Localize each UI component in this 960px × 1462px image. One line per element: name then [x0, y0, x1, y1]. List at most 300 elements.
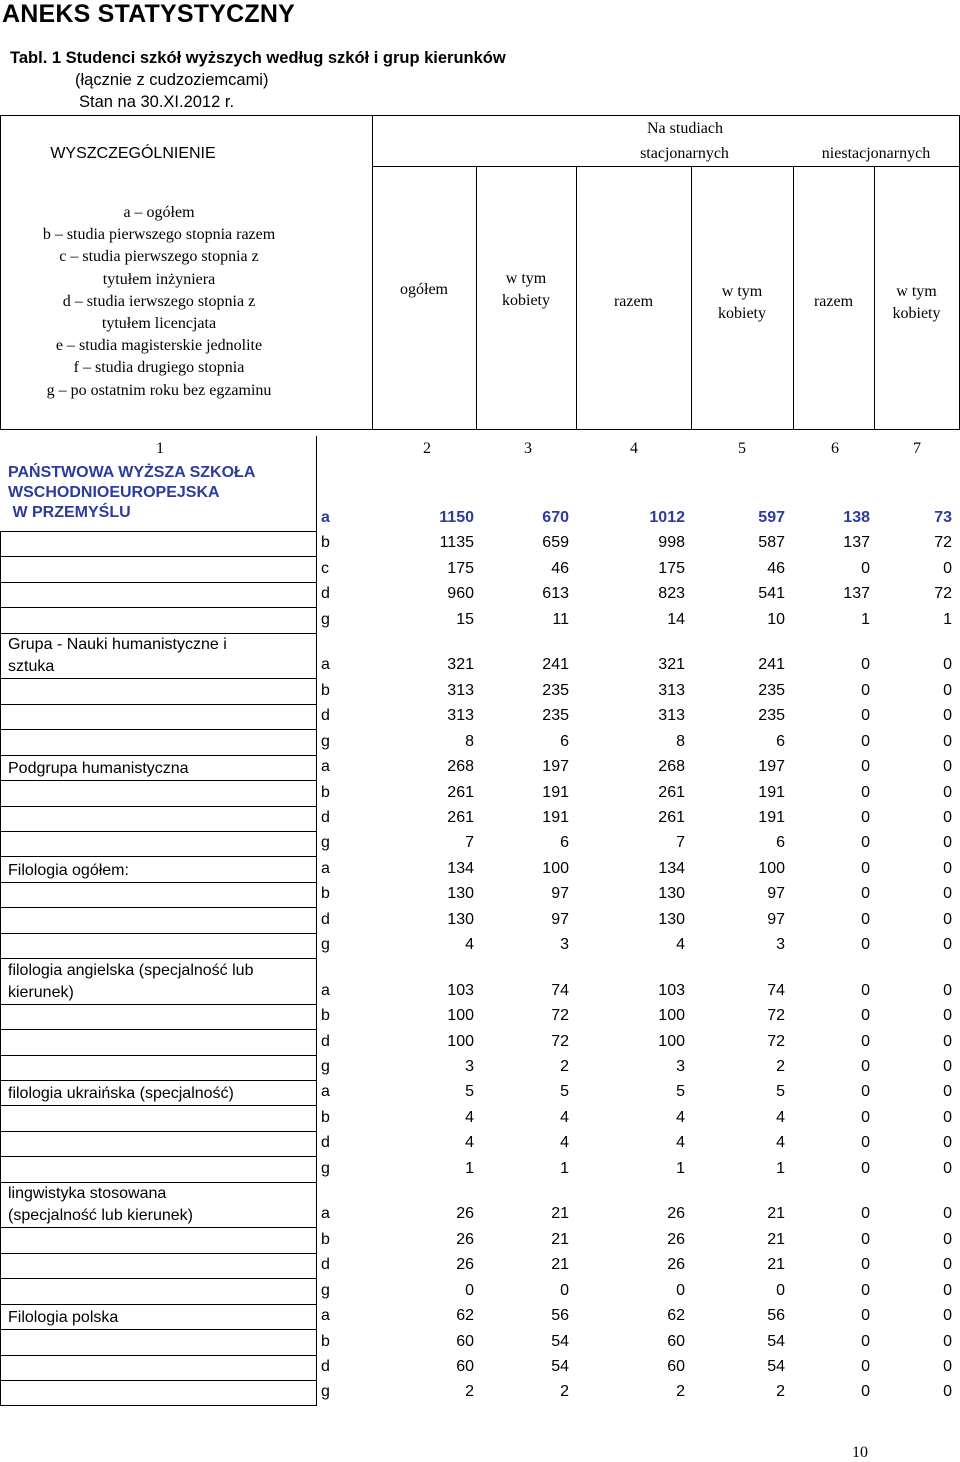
cell-value: 597: [758, 509, 785, 526]
cell-value: 4: [560, 1108, 569, 1126]
col-header-wtym-text: w tym: [896, 283, 937, 300]
cell-value: 0: [861, 885, 870, 903]
cell-value: 191: [542, 783, 569, 801]
cell-value: 313: [447, 707, 474, 725]
cell-value: 3: [465, 1058, 474, 1075]
cell-value: 3: [560, 936, 569, 954]
cell-value: 261: [447, 783, 474, 801]
cell-value: 261: [447, 808, 474, 826]
row-code: a: [321, 1307, 330, 1325]
row-code: d: [321, 1032, 330, 1050]
cell-value: 26: [667, 1256, 685, 1274]
cell-value: 0: [943, 1108, 952, 1126]
cell-value: 60: [667, 1357, 685, 1375]
cell-value: 268: [658, 758, 685, 776]
row-code: b: [321, 1007, 330, 1025]
cell-value: 2: [560, 1058, 569, 1075]
cell-value: 26: [456, 1256, 474, 1274]
cell-value: 97: [767, 910, 785, 928]
header-mid-border: [372, 166, 959, 167]
cell-value: 191: [758, 808, 785, 826]
row-code: b: [321, 1108, 330, 1126]
cell-value: 0: [676, 1281, 685, 1299]
cell-value: 261: [658, 808, 685, 826]
cell-value: 0: [943, 910, 952, 928]
row-separator: [0, 582, 317, 583]
col-number-5: 5: [738, 440, 746, 457]
cell-value: 0: [861, 1307, 870, 1325]
col-number-4: 4: [630, 440, 638, 457]
cell-value: 137: [843, 585, 870, 603]
cell-value: 100: [447, 1032, 474, 1050]
cell-value: 823: [658, 585, 685, 603]
cell-value: 72: [551, 1032, 569, 1050]
cell-value: 1012: [649, 509, 685, 526]
row-separator: [0, 1253, 317, 1254]
table-subtitle: (łącznie z cudzoziemcami): [75, 71, 269, 89]
cell-value: 14: [667, 610, 685, 628]
cell-value: 8: [465, 732, 474, 750]
cell-value: 0: [943, 859, 952, 877]
cell-value: 0: [943, 1307, 952, 1325]
cell-value: 72: [551, 1007, 569, 1025]
cell-value: 54: [767, 1357, 785, 1375]
legend-b: b – studia pierwszego stopnia razem: [42, 226, 276, 244]
cell-value: 1: [465, 1159, 474, 1177]
cell-value: 235: [542, 707, 569, 725]
row-label-line: filologia angielska (specjalność lub: [8, 961, 254, 979]
row-label-line: kierunek): [8, 983, 74, 1001]
row-code: b: [321, 534, 330, 552]
header-niestacjonarnych: niestacjonarnych: [821, 145, 931, 162]
legend-c-cont: tytułem inżyniera: [102, 270, 216, 288]
row-label-line: Filologia polska: [8, 1309, 119, 1327]
cell-value: 1: [776, 1159, 785, 1177]
row-separator: [0, 678, 317, 679]
cell-value: 587: [758, 534, 785, 552]
cell-value: 54: [767, 1332, 785, 1350]
row-separator: [0, 1080, 317, 1081]
col-header-kobiety-text: kobiety: [502, 292, 550, 309]
cell-value: 175: [658, 559, 685, 577]
row-code: d: [321, 1134, 330, 1152]
cell-value: 0: [943, 834, 952, 852]
col-number-6: 6: [831, 440, 839, 457]
cell-value: 0: [861, 808, 870, 826]
institution-name: [8, 463, 255, 523]
row-code: a: [321, 656, 330, 674]
cell-value: 0: [943, 981, 952, 999]
row-separator: [0, 907, 317, 908]
col-number-2: 2: [423, 440, 431, 457]
col-header-ogolem: ogółem: [400, 281, 448, 298]
row-code: d: [321, 1357, 330, 1375]
cell-value: 2: [776, 1383, 785, 1401]
cell-value: 4: [676, 1134, 685, 1152]
col-header-razem-niestac: razem: [813, 293, 854, 310]
cell-value: 0: [861, 910, 870, 928]
cell-value: 1135: [439, 534, 474, 552]
col-number-7: 7: [913, 440, 921, 457]
row-label-line: lingwistyka stosowana: [8, 1185, 167, 1203]
cell-value: 6: [560, 834, 569, 852]
row-code: c: [321, 559, 329, 577]
cell-value: 0: [943, 1205, 952, 1223]
row-code: a: [321, 859, 330, 877]
cell-value: 0: [861, 1083, 870, 1101]
cell-value: 21: [551, 1256, 569, 1274]
row-separator: [0, 806, 317, 807]
cell-value: 74: [767, 981, 785, 999]
cell-value: 0: [943, 936, 952, 954]
cell-value: 137: [843, 534, 870, 552]
cell-value: 0: [861, 1357, 870, 1375]
cell-value: 1: [861, 610, 870, 628]
row-label: [8, 960, 253, 1004]
cell-value: 5: [465, 1083, 474, 1101]
cell-value: 0: [861, 758, 870, 776]
legend-d: d – studia ierwszego stopnia z: [62, 292, 256, 310]
cell-value: 6: [776, 732, 785, 750]
cell-value: 97: [551, 885, 569, 903]
row-code: g: [321, 1159, 330, 1177]
cell-value: 4: [776, 1134, 785, 1152]
cell-value: 0: [861, 559, 870, 577]
cell-value: 130: [658, 885, 685, 903]
cell-value: 0: [861, 656, 870, 674]
cell-value: 241: [758, 656, 785, 674]
row-label-line: Filologia ogółem:: [8, 861, 129, 879]
row-code: g: [321, 1383, 330, 1401]
row-code: d: [321, 707, 330, 725]
header-stacjonarnych: stacjonarnych: [640, 145, 729, 162]
row-separator: [0, 1105, 317, 1106]
row-code: g: [321, 732, 330, 750]
row-code: g: [321, 936, 330, 954]
cell-value: 0: [861, 1205, 870, 1223]
cell-value: 0: [943, 808, 952, 826]
cell-value: 1: [560, 1159, 569, 1177]
row-label-line: sztuka: [8, 658, 55, 676]
row-label: [8, 758, 189, 780]
cell-value: 15: [456, 610, 474, 628]
cell-value: 960: [447, 585, 474, 603]
cell-value: 0: [943, 1357, 952, 1375]
cell-value: 0: [943, 656, 952, 674]
row-code: b: [321, 783, 330, 801]
cell-value: 0: [560, 1281, 569, 1299]
row-separator: [0, 882, 317, 883]
row-separator: [0, 704, 317, 705]
cell-value: 72: [767, 1032, 785, 1050]
cell-value: 613: [542, 585, 569, 603]
cell-value: 197: [758, 758, 785, 776]
cell-value: 2: [676, 1383, 685, 1401]
cell-value: 0: [465, 1281, 474, 1299]
cell-value: 134: [658, 859, 685, 877]
cell-value: 26: [456, 1205, 474, 1223]
row-code: g: [321, 834, 330, 852]
cell-value: 21: [551, 1230, 569, 1248]
cell-value: 73: [934, 509, 952, 526]
row-label-line: (specjalność lub kierunek): [8, 1207, 193, 1225]
cell-value: 5: [776, 1083, 785, 1101]
cell-value: 54: [551, 1357, 569, 1375]
row-separator: [0, 933, 317, 934]
cell-value: 0: [943, 559, 952, 577]
cell-value: 261: [658, 783, 685, 801]
row-separator: [0, 755, 317, 756]
cell-value: 4: [776, 1108, 785, 1126]
col-header-kobiety-text: kobiety: [892, 305, 941, 322]
cell-value: 313: [658, 681, 685, 699]
cell-value: 4: [676, 936, 685, 954]
cell-value: 56: [551, 1307, 569, 1325]
col-header-wtym-stac: [691, 281, 793, 325]
cell-value: 0: [861, 981, 870, 999]
body-left-border: [0, 531, 1, 1406]
row-label: [8, 1083, 234, 1105]
row-separator: [0, 1131, 317, 1132]
cell-value: 0: [943, 1134, 952, 1152]
row-code: d: [321, 1256, 330, 1274]
row-separator: [0, 1055, 317, 1056]
cell-value: 1: [943, 610, 952, 628]
cell-value: 134: [447, 859, 474, 877]
row-code: d: [321, 808, 330, 826]
cell-value: 0: [943, 1032, 952, 1050]
row-label: [8, 860, 129, 882]
cell-value: 191: [542, 808, 569, 826]
cell-value: 100: [758, 859, 785, 877]
cell-value: 5: [560, 1083, 569, 1101]
cell-value: 26: [456, 1230, 474, 1248]
cell-value: 3: [776, 936, 785, 954]
cell-value: 1: [676, 1159, 685, 1177]
col-header-wtym-text: w tym: [721, 283, 763, 300]
cell-value: 321: [658, 656, 685, 674]
body-bottom-border: [0, 1405, 317, 1406]
row-separator: [0, 1329, 317, 1330]
cell-value: 62: [667, 1307, 685, 1325]
row-code: d: [321, 585, 330, 603]
cell-value: 0: [861, 1281, 870, 1299]
cell-value: 4: [465, 1108, 474, 1126]
cell-value: 0: [861, 1007, 870, 1025]
row-code: a: [321, 758, 330, 776]
cell-value: 313: [447, 681, 474, 699]
table-title: Tabl. 1 Studenci szkół wyższych według szkół i grup kierunków: [10, 49, 506, 67]
cell-value: 21: [767, 1256, 785, 1274]
cell-value: 6: [560, 732, 569, 750]
row-separator: [0, 729, 317, 730]
cell-value: 21: [767, 1230, 785, 1248]
cell-value: 103: [658, 981, 685, 999]
cell-value: 0: [943, 732, 952, 750]
row-code: a: [321, 509, 330, 526]
cell-value: 97: [767, 885, 785, 903]
cell-value: 0: [861, 1332, 870, 1350]
row-code: d: [321, 910, 330, 928]
row-code: b: [321, 1230, 330, 1248]
cell-value: 8: [676, 732, 685, 750]
cell-value: 130: [447, 910, 474, 928]
legend-g: g – po ostatnim roku bez egzaminu: [46, 381, 272, 399]
cell-value: 268: [447, 758, 474, 776]
row-separator: [0, 531, 317, 532]
cell-value: 235: [542, 681, 569, 699]
legend-f: f – studia drugiego stopnia: [73, 359, 245, 377]
cell-value: 72: [934, 585, 952, 603]
cell-value: 2: [776, 1058, 785, 1075]
cell-value: 100: [542, 859, 569, 877]
cell-value: 6: [776, 834, 785, 852]
cell-value: 998: [658, 534, 685, 552]
cell-value: 197: [542, 758, 569, 776]
col-number-1: 1: [156, 440, 164, 457]
row-separator: [0, 1029, 317, 1030]
cell-value: 321: [447, 656, 474, 674]
cell-value: 54: [551, 1332, 569, 1350]
cell-value: 0: [943, 1332, 952, 1350]
col-header-wtym-niestac: [874, 281, 959, 325]
cell-value: 241: [542, 656, 569, 674]
cell-value: 0: [861, 1383, 870, 1401]
row-label-line: Podgrupa humanistyczna: [8, 760, 189, 778]
cell-value: 26: [667, 1205, 685, 1223]
row-label: [8, 1183, 193, 1227]
row-code: b: [321, 681, 330, 699]
cell-value: 0: [861, 1256, 870, 1274]
cell-value: 541: [758, 585, 785, 603]
cell-value: 235: [758, 681, 785, 699]
cell-value: 0: [861, 1134, 870, 1152]
cell-value: 670: [542, 509, 569, 526]
cell-value: 46: [767, 559, 785, 577]
institution-line: WSCHODNIOEUROPEJSKA: [8, 484, 220, 501]
row-code: a: [321, 981, 330, 999]
cell-value: 1150: [439, 509, 474, 526]
cell-value: 4: [676, 1108, 685, 1126]
cell-value: 0: [943, 681, 952, 699]
cell-value: 4: [465, 936, 474, 954]
cell-value: 0: [943, 783, 952, 801]
row-separator: [0, 1304, 317, 1305]
row-label-line: Grupa - Nauki humanistyczne i: [8, 636, 227, 654]
cell-value: 11: [552, 610, 569, 628]
col-number-3: 3: [524, 440, 532, 457]
cell-value: 191: [758, 783, 785, 801]
row-code: a: [321, 1205, 330, 1223]
cell-value: 10: [767, 610, 785, 628]
cell-value: 0: [861, 1032, 870, 1050]
cell-value: 62: [456, 1307, 474, 1325]
cell-value: 0: [943, 758, 952, 776]
col-header-wtym-text: w tym: [505, 270, 547, 287]
header-bottom-border: [0, 429, 959, 430]
cell-value: 72: [767, 1007, 785, 1025]
row-code: a: [321, 1083, 330, 1101]
cell-value: 21: [551, 1205, 569, 1223]
row-separator: [0, 1278, 317, 1279]
legend-e: e – studia magisterskie jednolite: [55, 337, 263, 355]
cell-value: 26: [667, 1230, 685, 1248]
cell-value: 2: [560, 1383, 569, 1401]
row-separator: [0, 831, 317, 832]
cell-value: 0: [943, 1083, 952, 1101]
cell-value: 0: [861, 707, 870, 725]
cell-value: 100: [658, 1032, 685, 1050]
row-code: g: [321, 610, 330, 628]
cell-value: 0: [943, 1007, 952, 1025]
cell-value: 138: [843, 509, 870, 526]
cell-value: 0: [776, 1281, 785, 1299]
cell-value: 56: [767, 1307, 785, 1325]
row-code: g: [321, 1281, 330, 1299]
row-separator: [0, 607, 317, 608]
institution-line: W PRZEMYŚLU: [8, 504, 131, 521]
cell-value: 0: [943, 1383, 952, 1401]
row-separator: [0, 780, 317, 781]
cell-value: 175: [447, 559, 474, 577]
cell-value: 0: [861, 681, 870, 699]
col-header-razem-stac: razem: [613, 293, 654, 310]
cell-value: 0: [861, 1058, 870, 1075]
cell-value: 130: [658, 910, 685, 928]
cell-value: 235: [758, 707, 785, 725]
cell-value: 100: [447, 1007, 474, 1025]
cell-value: 74: [551, 981, 569, 999]
cell-value: 2: [465, 1383, 474, 1401]
table-date: Stan na 30.XI.2012 r.: [79, 93, 235, 111]
row-label: [8, 634, 227, 678]
row-separator: [0, 1355, 317, 1356]
row-separator: [0, 1227, 317, 1228]
cell-value: 0: [943, 1159, 952, 1177]
cell-value: 7: [465, 834, 474, 852]
row-separator: [0, 1004, 317, 1005]
cell-value: 0: [943, 1256, 952, 1274]
row-separator: [0, 856, 317, 857]
cell-value: 0: [943, 885, 952, 903]
cell-value: 0: [861, 1159, 870, 1177]
cell-value: 0: [943, 707, 952, 725]
row-label: [8, 1307, 118, 1329]
cell-value: 4: [465, 1134, 474, 1152]
header-specification: WYSZCZEGÓLNIENIE: [50, 145, 216, 162]
row-code: b: [321, 1332, 330, 1350]
legend-c: c – studia pierwszego stopnia z: [59, 248, 259, 266]
col-header-wtym: [476, 268, 576, 312]
cell-value: 97: [551, 910, 569, 928]
cell-value: 103: [447, 981, 474, 999]
row-code: g: [321, 1058, 330, 1075]
cell-value: 0: [861, 732, 870, 750]
cell-value: 0: [861, 859, 870, 877]
cell-value: 3: [676, 1058, 685, 1075]
row-separator: [0, 556, 317, 557]
cell-value: 0: [861, 783, 870, 801]
cell-value: 4: [560, 1134, 569, 1152]
annex-title: ANEKS STATYSTYCZNY: [2, 0, 295, 28]
page-number: 10: [852, 1444, 868, 1461]
cell-value: 7: [676, 834, 685, 852]
row-separator: [0, 1380, 317, 1381]
row-code: b: [321, 885, 330, 903]
cell-value: 313: [658, 707, 685, 725]
cell-value: 0: [943, 1058, 952, 1075]
cell-value: 130: [447, 885, 474, 903]
